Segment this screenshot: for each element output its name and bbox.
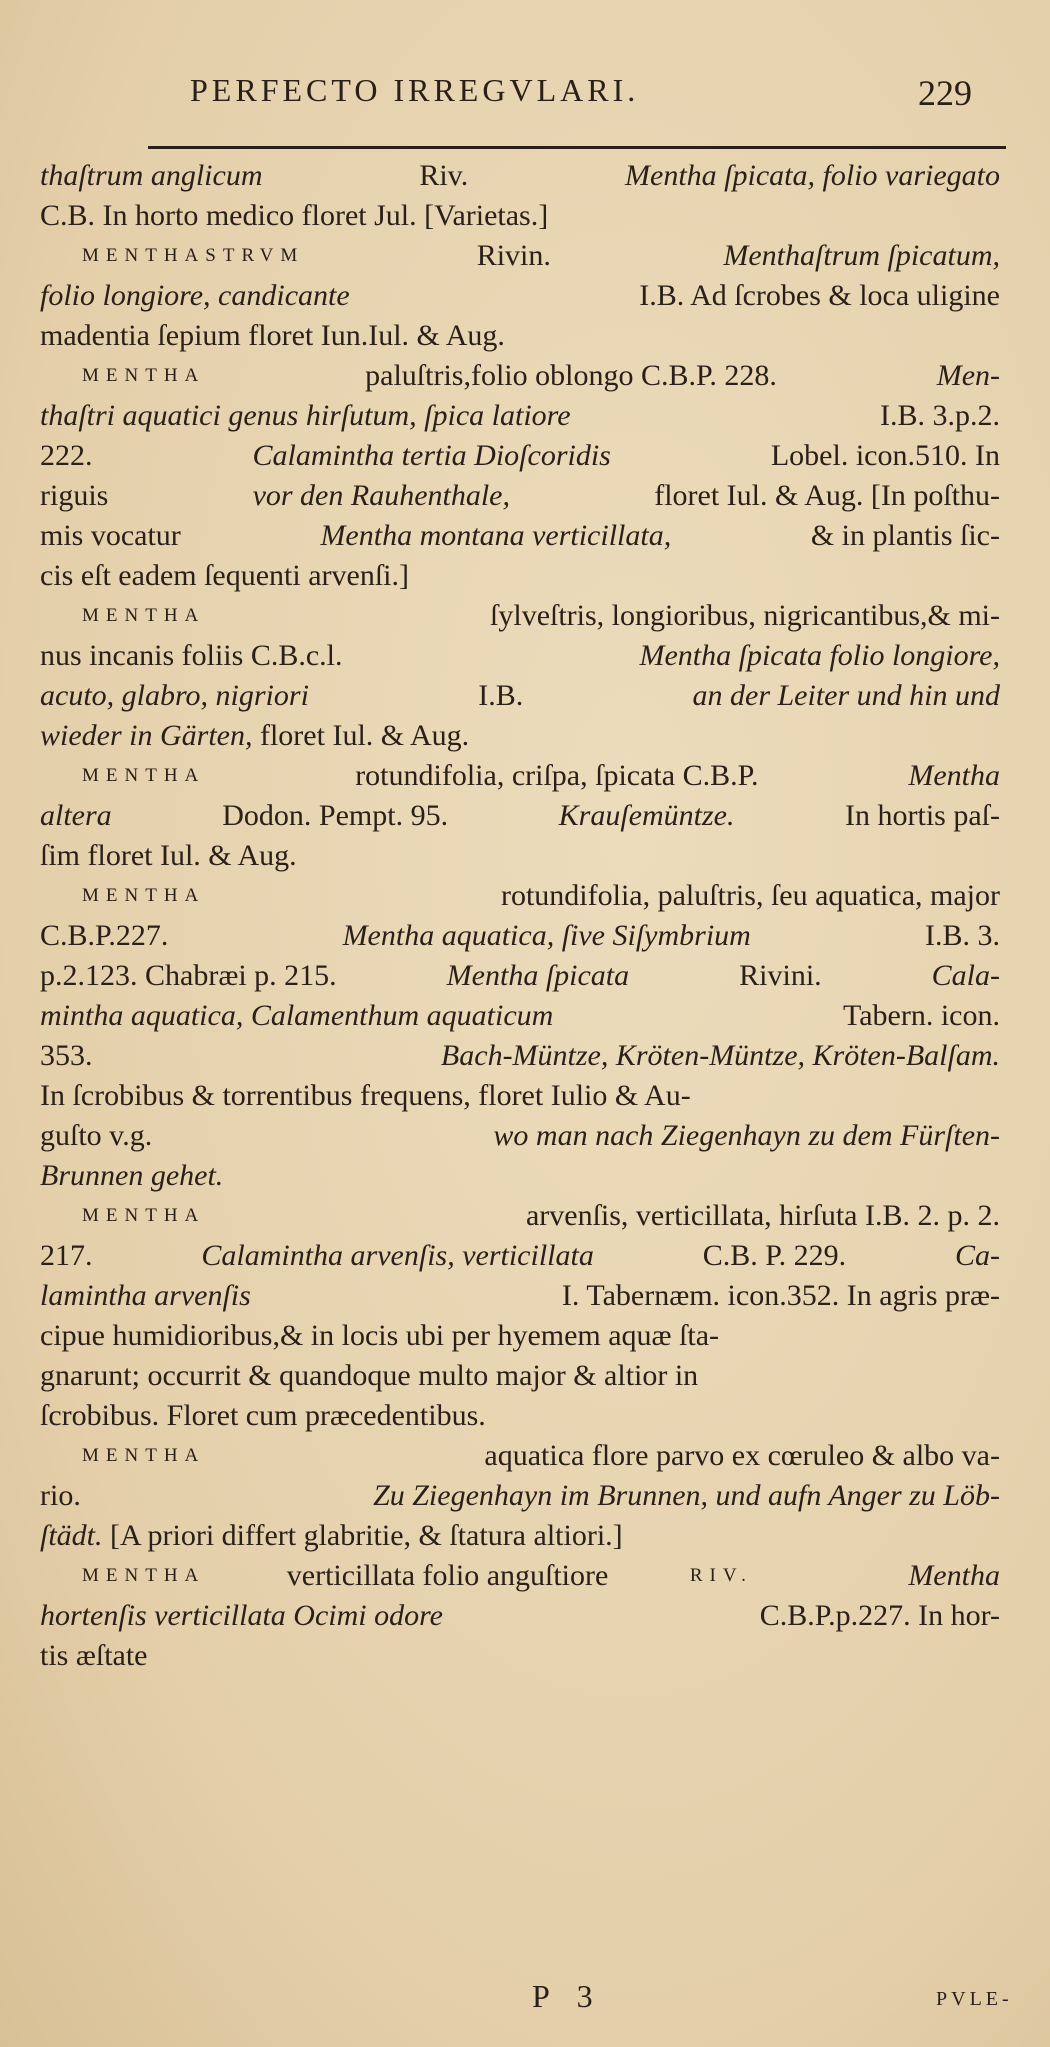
- text-segment: rio.: [40, 1479, 89, 1512]
- italic-segment: Ca-: [954, 1239, 1000, 1272]
- text-line: [40, 1076, 1000, 1116]
- text-segment: cipue humidioribus,& in locis ubi per hyemem aquæ ſta-: [40, 1319, 720, 1352]
- page-header: [0, 64, 1050, 124]
- text-segment: ſim floret Iul. & Aug.: [40, 839, 297, 872]
- italic-segment: altera: [40, 799, 112, 832]
- italic-segment: Bach-Müntze, Kröten-Müntze, Kröten-Balſam.: [440, 1039, 1000, 1072]
- text-segment: C.B. In horto medico floret Jul. [Varietas.]: [40, 199, 549, 232]
- text-segment: ſylveſtris, longioribus, nigricantibus,& mi-: [482, 599, 1000, 632]
- text-segment: C.B. P. 229.: [695, 1239, 854, 1272]
- text-line: [40, 1196, 1000, 1236]
- text-line: [40, 796, 1000, 836]
- italic-segment: Zu Ziegenhayn im Brunnen, und aufn Anger zu Löb-: [373, 1479, 1000, 1512]
- text-segment: Riv.: [411, 159, 476, 192]
- page-number: 229: [918, 73, 972, 113]
- text-line: [40, 1436, 1000, 1476]
- text-line: [40, 1116, 1000, 1156]
- signature-mark: P 3: [532, 1978, 603, 2014]
- italic-segment: wieder in Gärten,: [40, 719, 253, 752]
- text-segment: Lobel. icon.510. In: [763, 439, 1000, 472]
- text-line: [40, 516, 1000, 556]
- text-segment: verticillata folio anguſtiore: [279, 1559, 616, 1592]
- text-segment: gnarunt; occurrit & quandoque multo major & altior in: [40, 1359, 699, 1392]
- italic-segment: Calamintha arvenſis, verticillata: [201, 1239, 594, 1272]
- italic-segment: folio longiore, candicante: [40, 279, 350, 312]
- text-line: [40, 1356, 1000, 1396]
- entry-heading: MENTHA: [82, 365, 206, 386]
- text-segment: 222.: [40, 439, 100, 472]
- catchword: PVLE-: [936, 1988, 1013, 2010]
- italic-segment: vor den Rauhenthale,: [252, 479, 510, 512]
- text-segment: nus incanis foliis C.B.c.l.: [40, 639, 350, 672]
- text-line: [40, 956, 1000, 996]
- entry-heading: MENTHA: [82, 1205, 206, 1226]
- text-segment: guſto v.g.: [40, 1119, 160, 1152]
- text-line: [40, 716, 1000, 756]
- text-line: [40, 1156, 1000, 1196]
- text-segment: & in plantis ſic-: [803, 519, 1000, 552]
- text-line: [40, 676, 1000, 716]
- text-segment: madentia ſepium floret Iun.Iul. & Aug.: [40, 319, 505, 352]
- text-line: [40, 836, 1000, 876]
- entry-heading: MENTHA: [82, 605, 206, 626]
- text-segment: rotundifolia, criſpa, ſpicata C.B.P.: [347, 759, 766, 792]
- text-segment: C.B.P.p.227. In hor-: [752, 1599, 1000, 1632]
- italic-segment: Mentha montana verticillata,: [320, 519, 672, 552]
- text-segment: Tabern. icon.: [836, 999, 1000, 1032]
- text-line: [40, 476, 1000, 516]
- text-line: [40, 1476, 1000, 1516]
- text-segment: floret Iul. & Aug. [In poſthu-: [646, 479, 1000, 512]
- text-segment: I.B. 3.: [917, 919, 1000, 952]
- text-segment: mis vocatur: [40, 519, 189, 552]
- entry-heading: MENTHA: [82, 1445, 206, 1466]
- italic-segment: Mentha: [908, 1559, 1000, 1592]
- text-segment: riguis: [40, 479, 116, 512]
- italic-segment: ſtädt.: [40, 1519, 103, 1552]
- text-line: [40, 436, 1000, 476]
- italic-segment: Krauſemüntze.: [558, 799, 735, 832]
- entry-heading: MENTHA: [82, 885, 206, 906]
- text-segment: Rivin.: [469, 239, 559, 272]
- text-line: [40, 196, 1000, 236]
- italic-segment: Mentha: [908, 759, 1000, 792]
- text-line: [40, 1276, 1000, 1316]
- italic-segment: Men-: [936, 359, 1000, 392]
- italic-segment: mintha aquatica, Calamenthum aquaticum: [40, 999, 554, 1032]
- text-segment: paluſtris,folio oblongo C.B.P. 228.: [357, 359, 785, 392]
- italic-segment: Cala-: [931, 959, 1000, 992]
- italic-segment: acuto, glabro, nigriori: [40, 679, 309, 712]
- header-rule: [148, 146, 1006, 149]
- text-segment: arvenſis, verticillata, hirſuta I.B. 2. p. 2.: [518, 1199, 1000, 1232]
- text-segment: In ſcrobibus & torrentibus frequens, floret Iulio & Au-: [40, 1079, 691, 1112]
- text-line: [40, 1396, 1000, 1436]
- text-segment: rotundifolia, paluſtris, ſeu aquatica, major: [493, 879, 1000, 912]
- text-line: [40, 156, 1000, 196]
- text-segment: 217.: [40, 1239, 100, 1272]
- italic-segment: Menthaſtrum ſpicatum,: [723, 239, 1000, 272]
- page-footer: [0, 1978, 1050, 2028]
- running-head: PERFECTO IRREGVLARI.: [190, 72, 640, 108]
- text-segment: floret Iul. & Aug.: [252, 719, 470, 752]
- text-segment: I.B. Ad ſcrobes & loca uligine: [631, 279, 1000, 312]
- italic-segment: thaſtrum anglicum: [40, 159, 263, 192]
- text-segment: I. Tabernæm. icon.352. In agris præ-: [554, 1279, 1000, 1312]
- text-line: [40, 916, 1000, 956]
- italic-segment: Brunnen gehet.: [40, 1159, 224, 1192]
- text-segment: Dodon. Pempt. 95.: [214, 799, 456, 832]
- italic-segment: thaſtri aquatici genus hirſutum, ſpica latiore: [40, 399, 571, 432]
- text-line: [40, 276, 1000, 316]
- text-segment: [827, 1556, 835, 1596]
- italic-segment: Mentha aquatica, ſive Siſymbrium: [342, 919, 751, 952]
- text-line: [40, 1516, 1000, 1556]
- entry-heading: RIV.: [689, 1565, 753, 1586]
- text-segment: aquatica flore parvo ex cœruleo & albo va-: [476, 1439, 1000, 1472]
- text-line: [40, 996, 1000, 1036]
- text-segment: tis æſtate: [40, 1639, 148, 1672]
- italic-segment: Mentha ſpicata: [446, 959, 630, 992]
- text-segment: [A priori differt glabritie, & ſtatura altiori.]: [102, 1519, 623, 1552]
- text-segment: In hortis paſ-: [837, 799, 1000, 832]
- text-line: [40, 356, 1000, 396]
- text-segment: I.B. 3.p.2.: [872, 399, 1000, 432]
- italic-segment: wo man nach Ziegenhayn zu dem Fürſten-: [493, 1119, 1000, 1152]
- text-line: [40, 236, 1000, 276]
- text-segment: Rivini.: [731, 959, 830, 992]
- text-segment: C.B.P.227.: [40, 919, 176, 952]
- text-line: [40, 1556, 1000, 1596]
- text-line: [40, 1316, 1000, 1356]
- italic-segment: lamintha arvenſis: [40, 1279, 251, 1312]
- text-segment: cis eſt eadem ſequenti arvenſi.]: [40, 559, 410, 592]
- text-segment: 353.: [40, 1039, 100, 1072]
- text-line: [40, 396, 1000, 436]
- text-segment: ſcrobibus. Floret cum præcedentibus.: [40, 1399, 486, 1432]
- italic-segment: Mentha ſpicata folio longiore,: [639, 639, 1000, 672]
- italic-segment: an der Leiter und hin und: [692, 679, 1000, 712]
- text-line: [40, 1236, 1000, 1276]
- entry-heading: MENTHA: [82, 1565, 206, 1586]
- text-line: [40, 756, 1000, 796]
- text-line: [40, 1596, 1000, 1636]
- entry-heading: MENTHASTRVM: [82, 245, 305, 266]
- text-segment: I.B.: [470, 679, 531, 712]
- italic-segment: Mentha ſpicata, folio variegato: [625, 159, 1000, 192]
- text-line: [40, 1036, 1000, 1076]
- italic-segment: Calamintha tertia Dioſcoridis: [252, 439, 611, 472]
- text-segment: p.2.123. Chabræi p. 215.: [40, 959, 345, 992]
- text-line: [40, 316, 1000, 356]
- italic-segment: hortenſis verticillata Ocimi odore: [40, 1599, 443, 1632]
- text-line: [40, 1636, 1000, 1676]
- entry-heading: MENTHA: [82, 765, 206, 786]
- text-line: [40, 636, 1000, 676]
- body-text: [40, 156, 1000, 1676]
- text-line: [40, 596, 1000, 636]
- text-line: [40, 556, 1000, 596]
- text-line: [40, 876, 1000, 916]
